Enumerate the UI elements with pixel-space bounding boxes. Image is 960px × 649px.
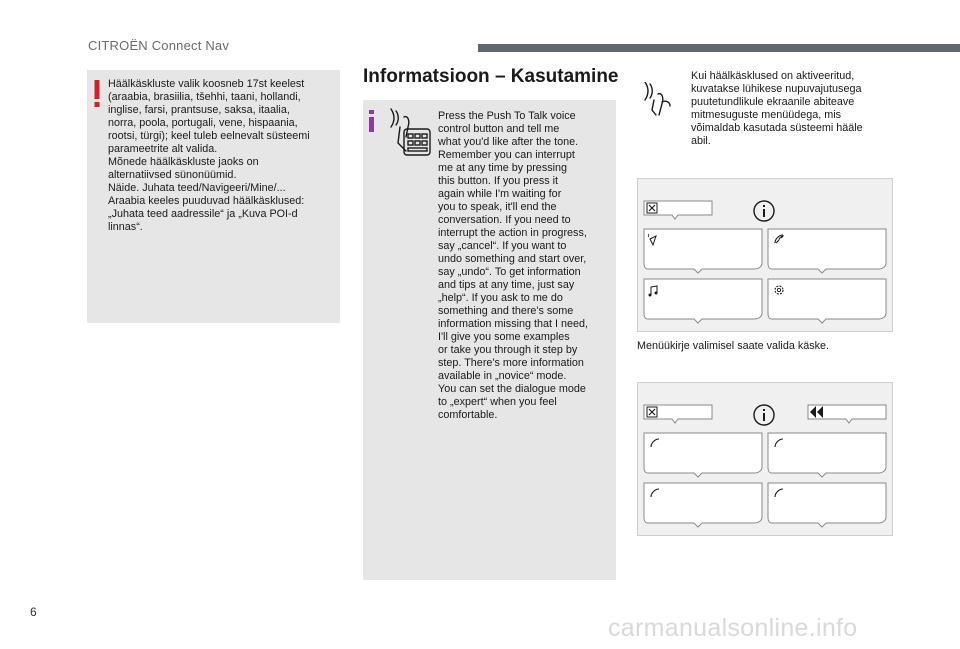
warning-text: Häälkäskluste valik koosneb 17st keelest (araabia, brasiilia, tšehhi, taani, hollandi, inglise, farsi, prantsuse, saksa, itaalia, norra, poola, portugali, vene, hispaania, rootsi, türgi); keel tuleb eelnevalt süsteemi parameetrite alt valida. Mõnede häälkäskluste jaoks on alternatiivsed sünonüümid. Näide. Juhata teed/Navigeeri/Mine/... Araabia keeles puuduvad häälkäsklused: „Juhata teed aadressile“ ja „Kuva POI-d linnas“.: [108, 78, 310, 233]
menu-phone-button[interactable]: [768, 229, 886, 273]
menu-settings-button[interactable]: [768, 279, 886, 323]
close-button[interactable]: [644, 405, 712, 423]
command-button-3[interactable]: [644, 483, 762, 527]
back-button[interactable]: [808, 405, 886, 423]
voice-text: Kui häälkäsklused on aktiveeritud, kuvatakse lühikese nupuvajutusega puutetundlikule ekraanile abiteave mitmesuguste menüüdega, mis võimaldab kasutada süsteemi hääle abil.: [691, 70, 863, 147]
voice-menu-screen: [637, 178, 893, 332]
command-button-1[interactable]: [644, 433, 762, 477]
command-menu-screen: [637, 382, 893, 536]
info-icon: [763, 205, 765, 217]
info-icon: [367, 110, 376, 132]
screen-caption: Menüükirje valimisel saate valida käske.: [637, 340, 830, 352]
exclamation-icon: [93, 80, 101, 108]
info-button[interactable]: [754, 201, 774, 221]
close-button[interactable]: [644, 201, 712, 219]
push-to-talk-icon: [384, 107, 432, 157]
info-icon: [763, 409, 765, 421]
menu-music-button[interactable]: [644, 279, 762, 323]
command-button-4[interactable]: [768, 483, 886, 527]
voice-command-icon: [640, 82, 680, 116]
menu-navigation-button[interactable]: [644, 229, 762, 273]
document-header-title: CITROËN Connect Nav: [88, 38, 230, 53]
page-number: 6: [30, 605, 37, 619]
header-bar: [478, 44, 960, 52]
info-text: Press the Push To Talk voice control button and tell me what you'd like after the tone. Remember you can interrupt me at any time by pressing this button. If you press it again while I'm waiting for you to speak, it'll end the conversation. If you need to interrupt the action in progress, say „cancel“. If you want to undo something and start over, say „undo“. To get information and tips at any time, just say „help“. If you ask to me do something and there's some information missing that I need, I'll give you some examples or take you through it step by step. There's more information available in „novice“ mode. You can set the dialogue mode to „expert“ when you feel comfortable.: [438, 110, 589, 421]
watermark: carmanualsonline.info: [608, 614, 858, 642]
command-button-2[interactable]: [768, 433, 886, 477]
section-title: Informatsioon – Kasutamine: [363, 66, 619, 87]
info-button[interactable]: [754, 405, 774, 425]
